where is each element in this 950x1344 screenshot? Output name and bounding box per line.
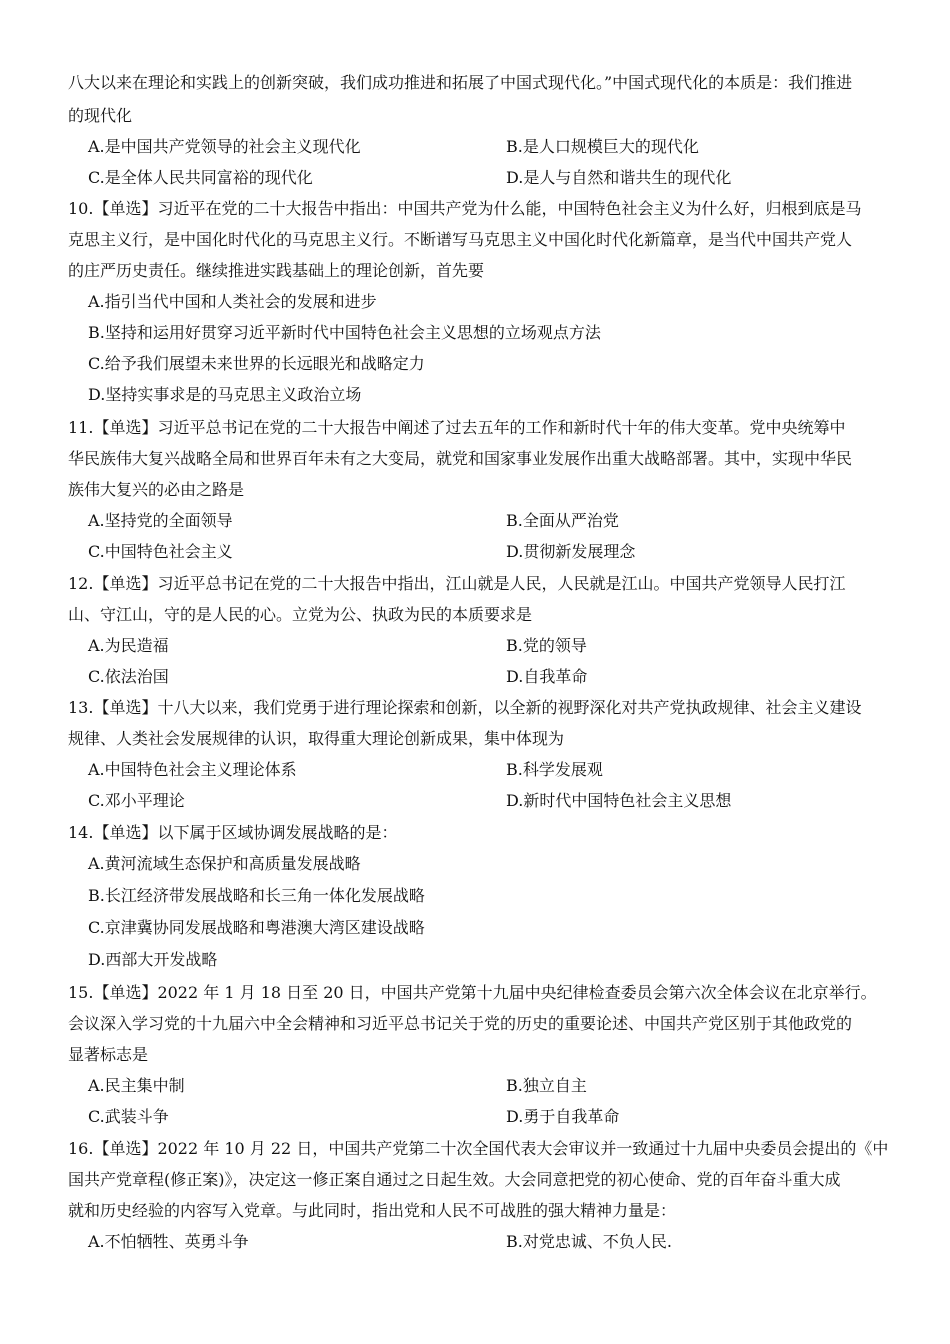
- q9-option-d[interactable]: D.是人与自然和谐共生的现代化: [506, 168, 732, 187]
- q10-option-a[interactable]: A.指引当代中国和人类社会的发展和进步: [88, 292, 377, 311]
- q9-stem-line-1: 八大以来在理论和实践上的创新突破，我们成功推进和拓展了中国式现代化。”中国式现代化的本质是：我们推进: [68, 73, 853, 92]
- q15-option-a[interactable]: A.民主集中制: [88, 1076, 185, 1095]
- q16-stem-line-1: 16.【单选】2022 年 10 月 22 日，中国共产党第二十次全国代表大会审议并一致通过十九届中央委员会提出的《中: [68, 1139, 889, 1158]
- q14-option-c[interactable]: C.京津冀协同发展战略和粤港澳大湾区建设战略: [88, 918, 425, 937]
- q16-stem-line-2: 国共产党章程(修正案)》，决定这一修正案自通过之日起生效。大会同意把党的初心使命、党的百年奋斗重大成: [68, 1170, 841, 1189]
- q12-option-c[interactable]: C.依法治国: [88, 667, 169, 686]
- q14-option-d[interactable]: D.西部大开发战略: [88, 950, 218, 969]
- q12-stem-line-2: 山、守江山，守的是人民的心。立党为公、执政为民的本质要求是: [68, 605, 533, 624]
- q10-stem-line-2: 克思主义行，是中国化时代化的马克思主义行。不断谱写马克思主义中国化时代化新篇章，是当代中国共产党人: [68, 230, 853, 249]
- q9-option-a[interactable]: A.是中国共产党领导的社会主义现代化: [88, 137, 361, 156]
- q10-option-c[interactable]: C.给予我们展望未来世界的长远眼光和战略定力: [88, 354, 425, 373]
- q15-option-b[interactable]: B.独立自主: [506, 1076, 587, 1095]
- q10-option-b[interactable]: B.坚持和运用好贯穿习近平新时代中国特色社会主义思想的立场观点方法: [88, 323, 601, 342]
- q13-stem-line-2: 规律、人类社会发展规律的认识，取得重大理论创新成果，集中体现为: [68, 729, 565, 748]
- q10-stem-line-3: 的庄严历史责任。继续推进实践基础上的理论创新，首先要: [68, 261, 485, 280]
- q12-option-b[interactable]: B.党的领导: [506, 636, 587, 655]
- q14-stem-line-1: 14.【单选】以下属于区域协调发展战略的是：: [68, 823, 398, 842]
- q12-option-a[interactable]: A.为民造福: [88, 636, 169, 655]
- q12-stem-line-1: 12.【单选】习近平总书记在党的二十大报告中指出，江山就是人民，人民就是江山。中国共产党领导人民打江: [68, 574, 846, 593]
- q13-option-a[interactable]: A.中国特色社会主义理论体系: [88, 760, 297, 779]
- q10-option-d[interactable]: D.坚持实事求是的马克思主义政治立场: [88, 385, 362, 404]
- q14-option-b[interactable]: B.长江经济带发展战略和长三角一体化发展战略: [88, 886, 425, 905]
- q11-option-d[interactable]: D.贯彻新发展理念: [506, 542, 636, 561]
- q16-option-b[interactable]: B.对党忠诚、不负人民.: [506, 1232, 672, 1251]
- q9-option-b[interactable]: B.是人口规模巨大的现代化: [506, 137, 699, 156]
- q9-option-c[interactable]: C.是全体人民共同富裕的现代化: [88, 168, 313, 187]
- q12-option-d[interactable]: D.自我革命: [506, 667, 588, 686]
- q15-option-c[interactable]: C.武装斗争: [88, 1107, 169, 1126]
- q15-stem-line-1: 15.【单选】2022 年 1 月 18 日至 20 日，中国共产党第十九届中央纪律检查委员会第六次全体会议在北京举行。: [68, 983, 877, 1002]
- q16-option-a[interactable]: A.不怕牺牲、英勇斗争: [88, 1232, 249, 1251]
- q13-stem-line-1: 13.【单选】十八大以来，我们党勇于进行理论探索和创新，以全新的视野深化对共产党执政规律、社会主义建设: [68, 698, 862, 717]
- q13-option-b[interactable]: B.科学发展观: [506, 760, 603, 779]
- q11-option-a[interactable]: A.坚持党的全面领导: [88, 511, 233, 530]
- q15-stem-line-3: 显著标志是: [68, 1045, 149, 1064]
- q11-option-b[interactable]: B.全面从严治党: [506, 511, 619, 530]
- q9-stem-line-2: 的现代化: [68, 106, 133, 125]
- q11-stem-line-2: 华民族伟大复兴战略全局和世界百年未有之大变局，就党和国家事业发展作出重大战略部署。其中，实现中华民: [68, 449, 853, 468]
- q15-stem-line-2: 会议深入学习党的十九届六中全会精神和习近平总书记关于党的历史的重要论述、中国共产党区别于其他政党的: [68, 1014, 853, 1033]
- q13-option-d[interactable]: D.新时代中国特色社会主义思想: [506, 791, 732, 810]
- q11-option-c[interactable]: C.中国特色社会主义: [88, 542, 233, 561]
- q11-stem-line-1: 11.【单选】习近平总书记在党的二十大报告中阐述了过去五年的工作和新时代十年的伟大变革。党中央统筹中: [68, 418, 846, 437]
- q15-option-d[interactable]: D.勇于自我革命: [506, 1107, 620, 1126]
- q13-option-c[interactable]: C.邓小平理论: [88, 791, 185, 810]
- q14-option-a[interactable]: A.黄河流域生态保护和高质量发展战略: [88, 854, 361, 873]
- q11-stem-line-3: 族伟大复兴的必由之路是: [68, 480, 245, 499]
- q16-stem-line-3: 就和历史经验的内容写入党章。与此同时，指出党和人民不可战胜的强大精神力量是：: [68, 1201, 677, 1220]
- q10-stem-line-1: 10.【单选】习近平在党的二十大报告中指出：中国共产党为什么能，中国特色社会主义为什么好，归根到底是马: [68, 199, 862, 218]
